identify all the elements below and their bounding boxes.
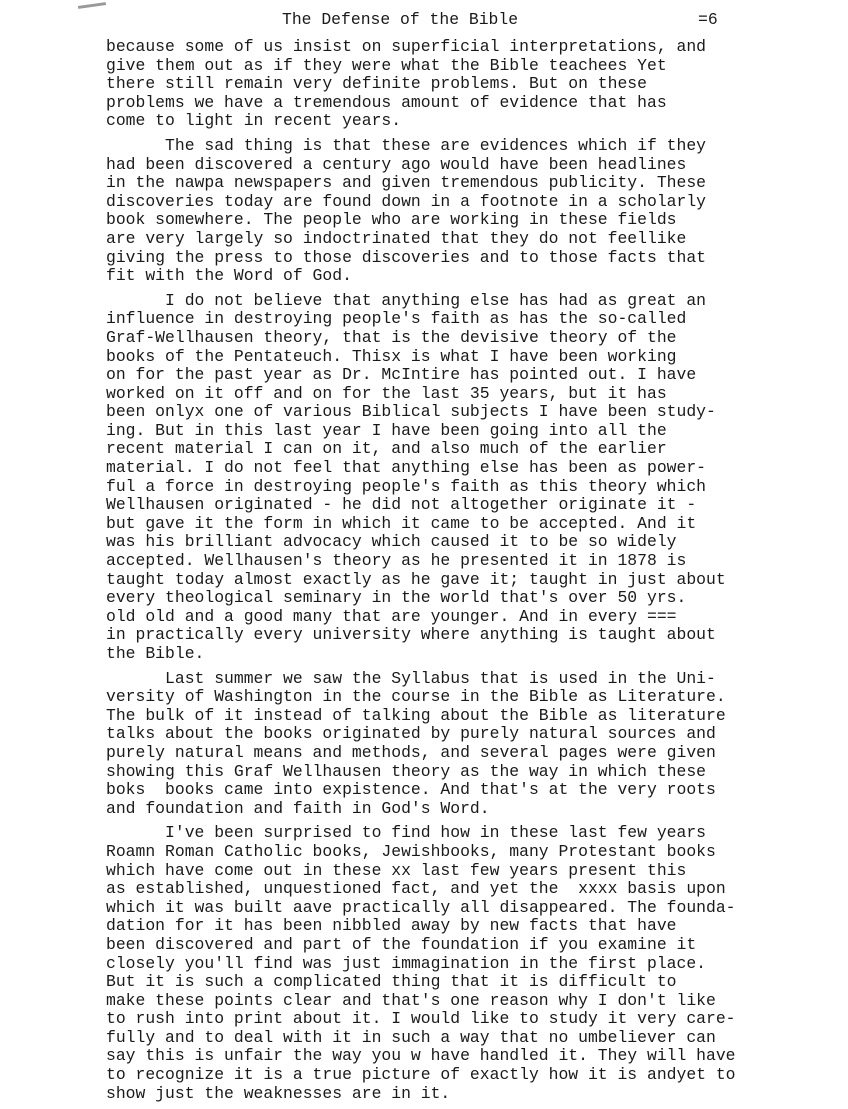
text-line: was his brilliant advocacy which caused it to be so widely: [106, 532, 677, 552]
text-line: and foundation and faith in God's Word.: [106, 798, 490, 818]
text-line: purely natural means and methods, and several pages were given: [106, 742, 716, 762]
text-line: been discovered and part of the foundation if you examine it: [106, 934, 697, 954]
text-line: influence in destroying people's faith as has the so-called: [106, 309, 687, 329]
text-line: which it was built aave practically all disappeared. The founda-: [106, 897, 736, 917]
text-line: make these points clear and that's one reason why I don't like: [106, 990, 716, 1010]
text-line: to rush into print about it. I would like to study it very care-: [106, 1009, 736, 1029]
document-body: [106, 38, 826, 1103]
text-line: in the nawpa newspapers and given tremendous publicity. These: [106, 173, 706, 193]
text-line: had been discovered a century ago would have been headlines: [106, 154, 687, 174]
text-line: been onlyx one of various Biblical subjects I have been study-: [106, 402, 716, 422]
text-line: every theological seminary in the world that's over 50 yrs.: [106, 588, 687, 608]
text-line: the Bible.: [106, 644, 205, 663]
text-line: material. I do not feel that anything else has been as power-: [106, 458, 706, 478]
text-line: Roamn Roman Catholic books, Jewishbooks, many Protestant books: [106, 841, 716, 861]
text-line: are very largely so indoctrinated that they do not feellike: [106, 228, 687, 248]
text-line: closely you'll find was just immagination in the first place.: [106, 953, 706, 973]
text-line: old old and a good many that are younger. And in every ===: [106, 606, 677, 626]
text-line: worked on it off and on for the last 35 years, but it has: [106, 383, 667, 403]
text-line: ing. But in this last year I have been going into all the: [106, 420, 667, 440]
text-line: come to light in recent years.: [106, 111, 402, 131]
text-line: accepted. Wellhausen's theory as he presented it in 1878 is: [106, 551, 687, 571]
text-line: talks about the books originated by purely natural sources and: [106, 724, 716, 744]
text-line: which have come out in these xx last few years present this: [106, 860, 687, 880]
paragraph: [106, 137, 826, 286]
document-title: The Defense of the Bible: [282, 10, 519, 29]
text-line: but gave it the form in which it came to be accepted. And it: [106, 513, 697, 533]
text-line: I do not believe that anything else has had as great an: [106, 290, 706, 310]
text-line: showing this Graf Wellhausen theory as the way in which these: [106, 761, 706, 781]
paragraph: [106, 38, 826, 131]
text-line: But it is such a complicated thing that it is difficult to: [106, 972, 677, 992]
text-line: book somewhere. The people who are working in these fields: [106, 210, 677, 230]
page-header: [106, 10, 826, 32]
text-line: give them out as if they were what the Bible teachees Yet: [106, 55, 667, 75]
text-line: books of the Pentateuch. Thisx is what I have been working: [106, 346, 677, 366]
text-line: versity of Washington in the course in the Bible as Literature.: [106, 687, 726, 707]
text-line: I've been surprised to find how in these last few years: [106, 823, 706, 843]
paragraph: [106, 824, 826, 1103]
text-line: on for the past year as Dr. McIntire has pointed out. I have: [106, 365, 697, 385]
text-line: Last summer we saw the Syllabus that is used in the Uni-: [106, 668, 716, 688]
text-line: dation for it has been nibbled away by new facts that have: [106, 916, 677, 936]
text-line: show just the weaknesses are in it.: [106, 1083, 451, 1103]
text-line: recent material I can on it, and also much of the earlier: [106, 439, 667, 459]
text-line: fully and to deal with it in such a way that no umbeliever can: [106, 1027, 716, 1047]
text-line: giving the press to those discoveries and to those facts that: [106, 247, 706, 267]
text-line: ful a force in destroying people's faith as this theory which: [106, 476, 706, 496]
text-line: taught today almost exactly as he gave it; taught in just about: [106, 569, 726, 589]
document-page: [106, 10, 826, 1109]
paragraph: [106, 670, 826, 819]
text-line: say this is unfair the way you w have handled it. They will have: [106, 1046, 736, 1066]
text-line: in practically every university where anything is taught about: [106, 625, 716, 645]
text-line: there still remain very definite problems. But on these: [106, 74, 647, 94]
text-line: boks books came into expistence. And that's at the very roots: [106, 780, 716, 800]
text-line: because some of us insist on superficial interpretations, and: [106, 37, 706, 56]
text-line: as established, unquestioned fact, and yet the xxxx basis upon: [106, 879, 726, 899]
stray-pen-mark: [78, 2, 106, 9]
text-line: The sad thing is that these are evidences which if they: [106, 135, 706, 155]
text-line: The bulk of it instead of talking about the Bible as literature: [106, 705, 726, 725]
text-line: problems we have a tremendous amount of evidence that has: [106, 92, 667, 112]
text-line: to recognize it is a true picture of exactly how it is andyet to: [106, 1065, 736, 1085]
text-line: Wellhausen originated - he did not altogether originate it -: [106, 495, 697, 515]
text-line: fit with the Word of God.: [106, 266, 352, 286]
text-line: discoveries today are found down in a footnote in a scholarly: [106, 191, 706, 211]
page-number: =6: [698, 10, 718, 29]
text-line: Graf-Wellhausen theory, that is the devisive theory of the: [106, 327, 677, 347]
paragraph: [106, 292, 826, 664]
